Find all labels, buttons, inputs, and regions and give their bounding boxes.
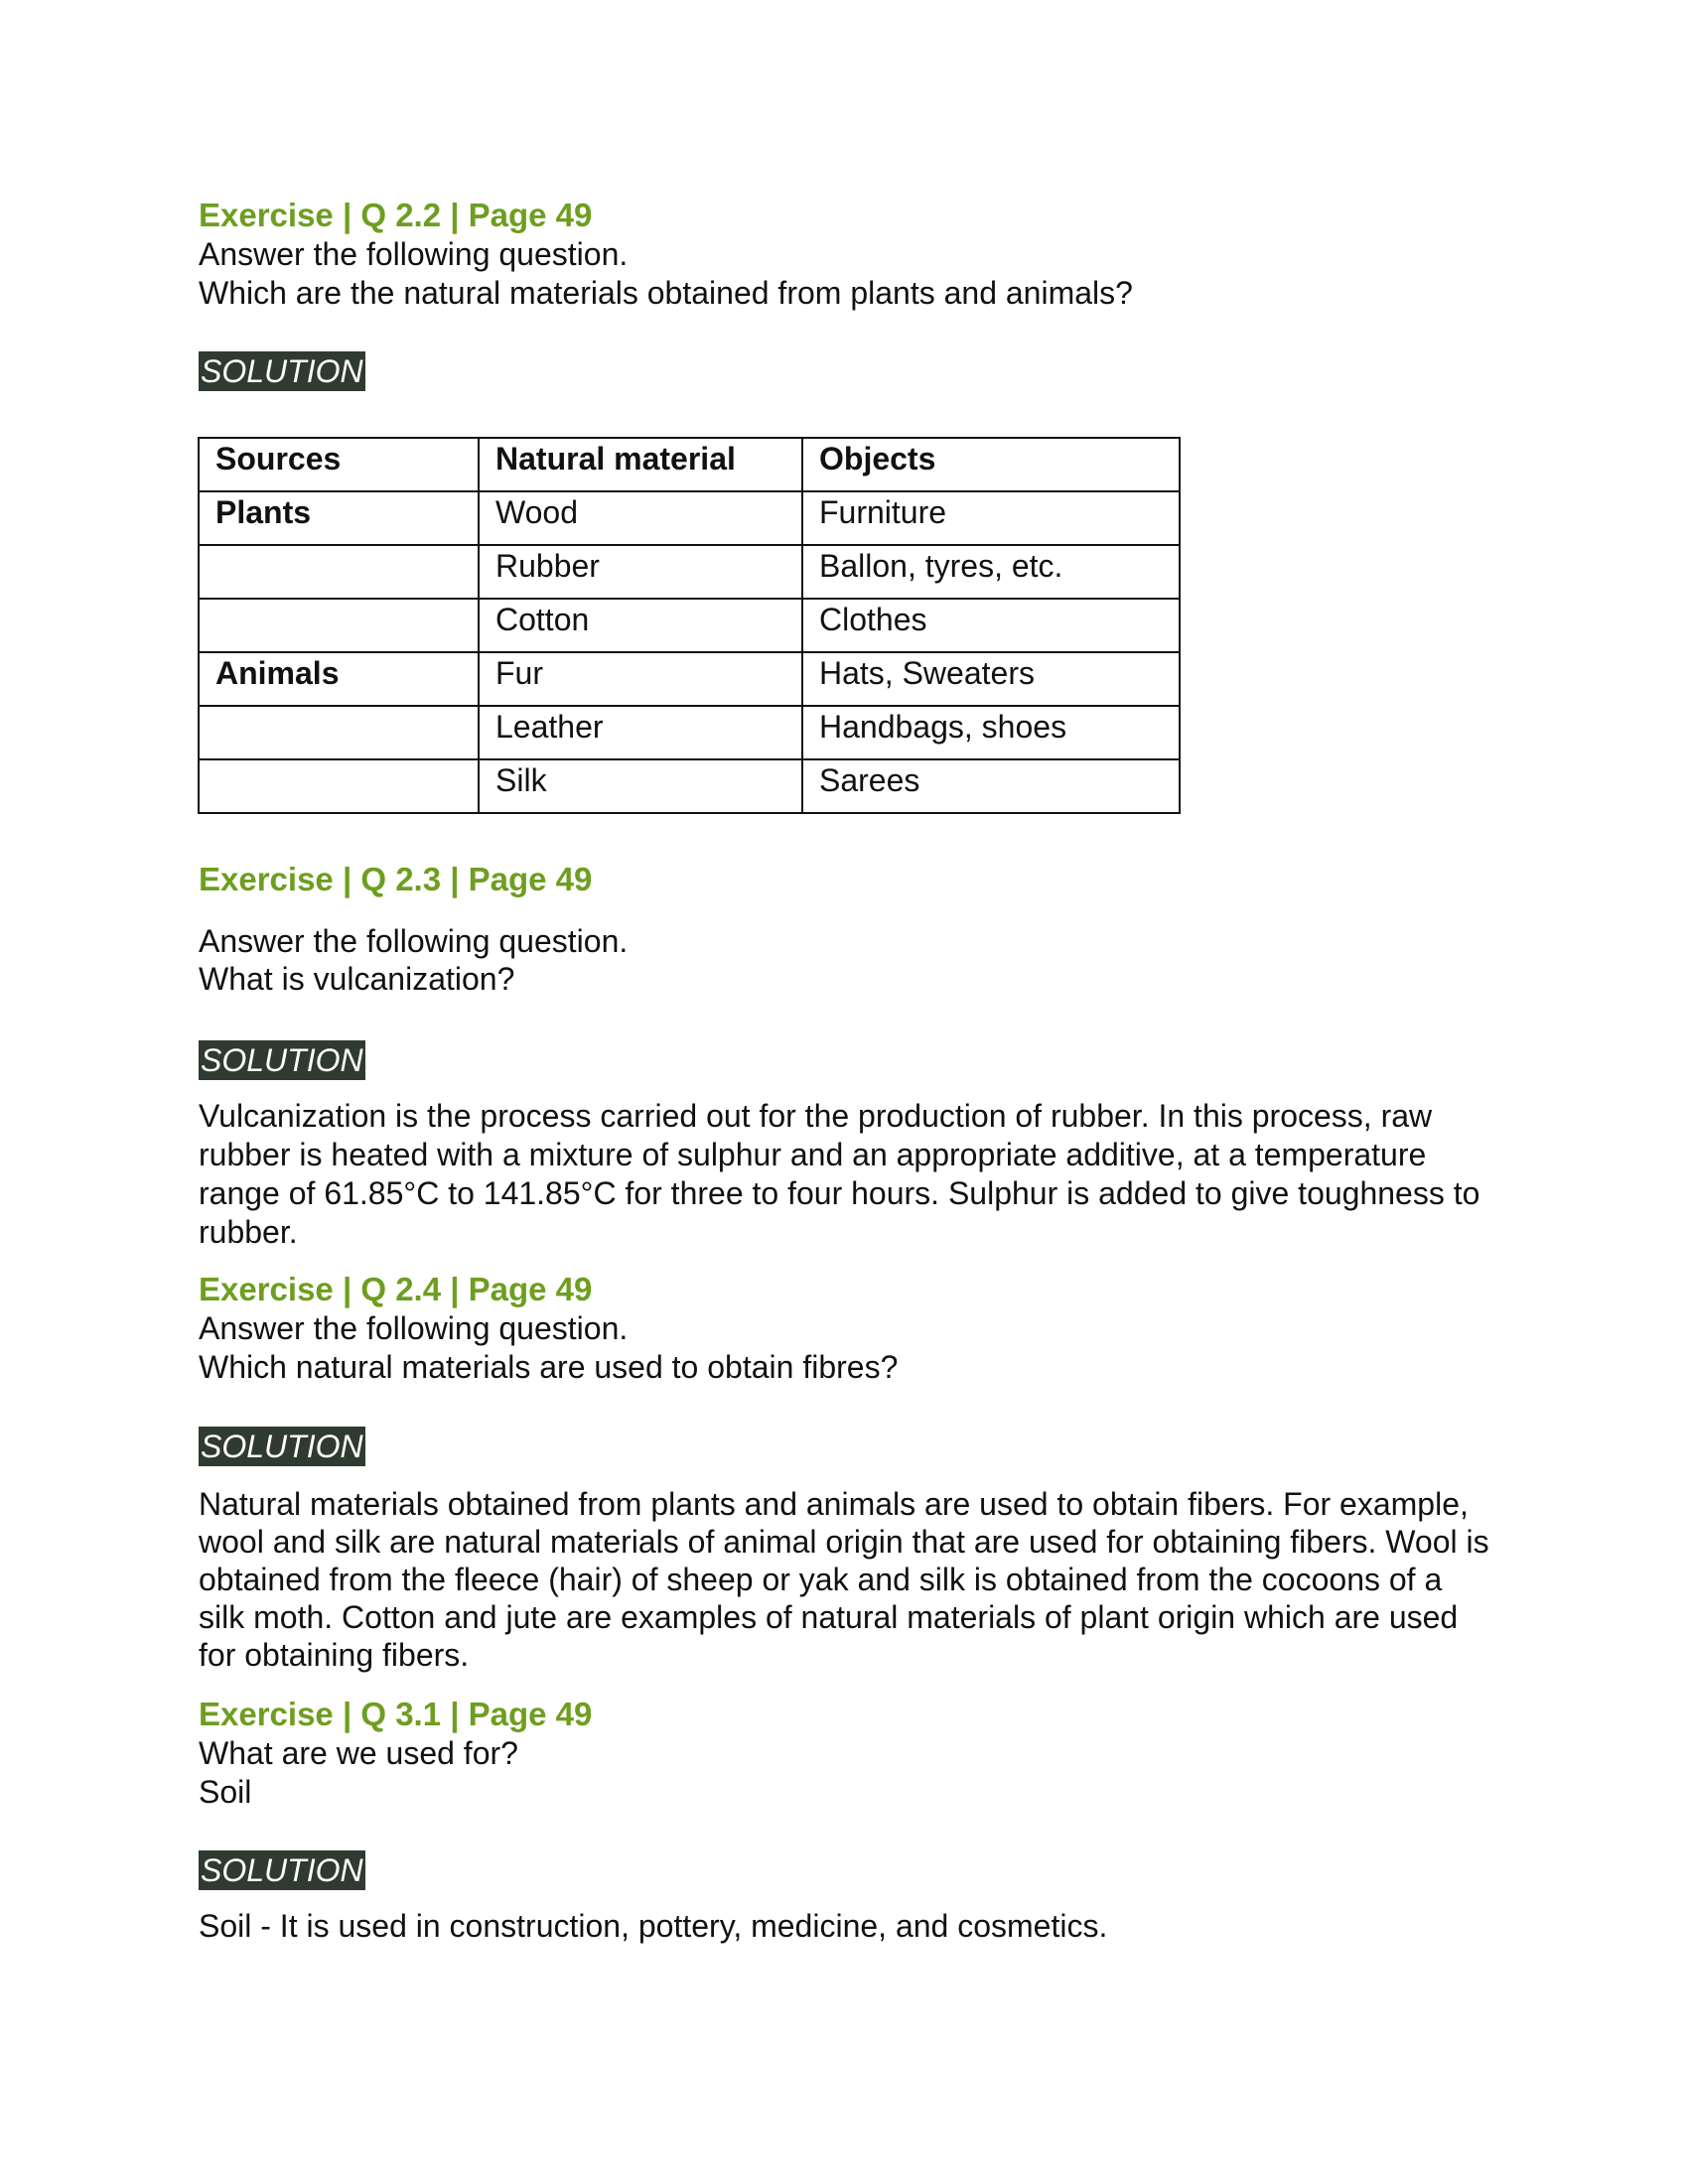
table-header-row	[199, 438, 1180, 491]
table-row	[199, 706, 1180, 759]
q23-solution-label: SOLUTION	[201, 1042, 363, 1078]
q24-heading: Exercise | Q 2.4 | Page 49	[199, 1271, 593, 1307]
table-cell: Wood	[479, 491, 802, 545]
table-cell: Sarees	[802, 759, 1180, 813]
table-cell: Furniture	[802, 491, 1180, 545]
table-row	[199, 491, 1180, 545]
table-row	[199, 599, 1180, 652]
q23-heading: Exercise | Q 2.3 | Page 49	[199, 861, 593, 897]
table-cell	[199, 759, 479, 813]
q31-answer-block	[199, 1907, 1509, 1946]
q24-question: Which natural materials are used to obtain fibres?	[199, 1349, 899, 1385]
q24-answer: Natural materials obtained from plants and animals are used to obtain fibers. For example, wool and silk are natural materials of animal origin that are used for obtaining fibers. Wool is obtained from the fleece (hair) of sheep or yak and silk is obtained from the cocoons of a silk moth. Cotton and jute are examples of natural materials of plant origin which are used for obtaining fibers.	[199, 1486, 1489, 1673]
q31-answer: Soil - It is used in construction, pottery, medicine, and cosmetics.	[199, 1908, 1108, 1944]
q23-question-block	[199, 922, 1509, 998]
table-cell: Cotton	[479, 599, 802, 652]
table-cell: Clothes	[802, 599, 1180, 652]
q23-question: What is vulcanization?	[199, 961, 515, 997]
q22-line1: Answer the following question.	[199, 236, 629, 272]
table-cell: Hats, Sweaters	[802, 652, 1180, 706]
q31-question: What are we used for?	[199, 1735, 518, 1771]
materials-table	[198, 437, 1181, 814]
table-cell: Leather	[479, 706, 802, 759]
q24-section	[199, 1270, 1509, 1387]
q22-question: Which are the natural materials obtained from plants and animals?	[199, 275, 1133, 311]
q31-solution-label: SOLUTION	[201, 1852, 363, 1888]
table-cell: Ballon, tyres, etc.	[802, 545, 1180, 599]
table-header-cell: Objects	[802, 438, 1180, 491]
q31-subject: Soil	[199, 1774, 252, 1810]
q22-heading: Exercise | Q 2.2 | Page 49	[199, 197, 593, 233]
q31-solution-row	[199, 1850, 1509, 1890]
q24-answer-block	[199, 1485, 1489, 1674]
q31-section	[199, 1695, 1509, 1812]
table-row	[199, 759, 1180, 813]
q24-solution-row	[199, 1427, 1509, 1466]
q23-heading-row	[199, 860, 1509, 899]
table-cell: Animals	[199, 652, 479, 706]
q22-solution-label: SOLUTION	[201, 353, 363, 389]
table-cell	[199, 545, 479, 599]
table-row	[199, 652, 1180, 706]
table-cell: Fur	[479, 652, 802, 706]
q22-section	[199, 196, 1509, 313]
table-cell: Plants	[199, 491, 479, 545]
q23-answer: Vulcanization is the process carried out for the production of rubber. In this process, raw rubber is heated with a mixture of sulphur and an appropriate additive, at a temperature range of 61.85°C to 141.85°C for three to four hours. Sulphur is added to give toughness to rubber.	[199, 1098, 1480, 1250]
table-cell: Silk	[479, 759, 802, 813]
table-header-cell: Natural material	[479, 438, 802, 491]
table-cell	[199, 599, 479, 652]
table-header-cell: Sources	[199, 438, 479, 491]
table-row	[199, 545, 1180, 599]
q23-answer-block	[199, 1097, 1489, 1252]
table-cell: Handbags, shoes	[802, 706, 1180, 759]
q23-solution-row	[199, 1040, 1509, 1080]
table-cell: Rubber	[479, 545, 802, 599]
q24-solution-label: SOLUTION	[201, 1429, 363, 1464]
q24-line1: Answer the following question.	[199, 1310, 629, 1346]
q23-line1: Answer the following question.	[199, 923, 629, 959]
q31-heading: Exercise | Q 3.1 | Page 49	[199, 1696, 593, 1732]
table-cell	[199, 706, 479, 759]
q22-solution-row	[199, 351, 1509, 391]
